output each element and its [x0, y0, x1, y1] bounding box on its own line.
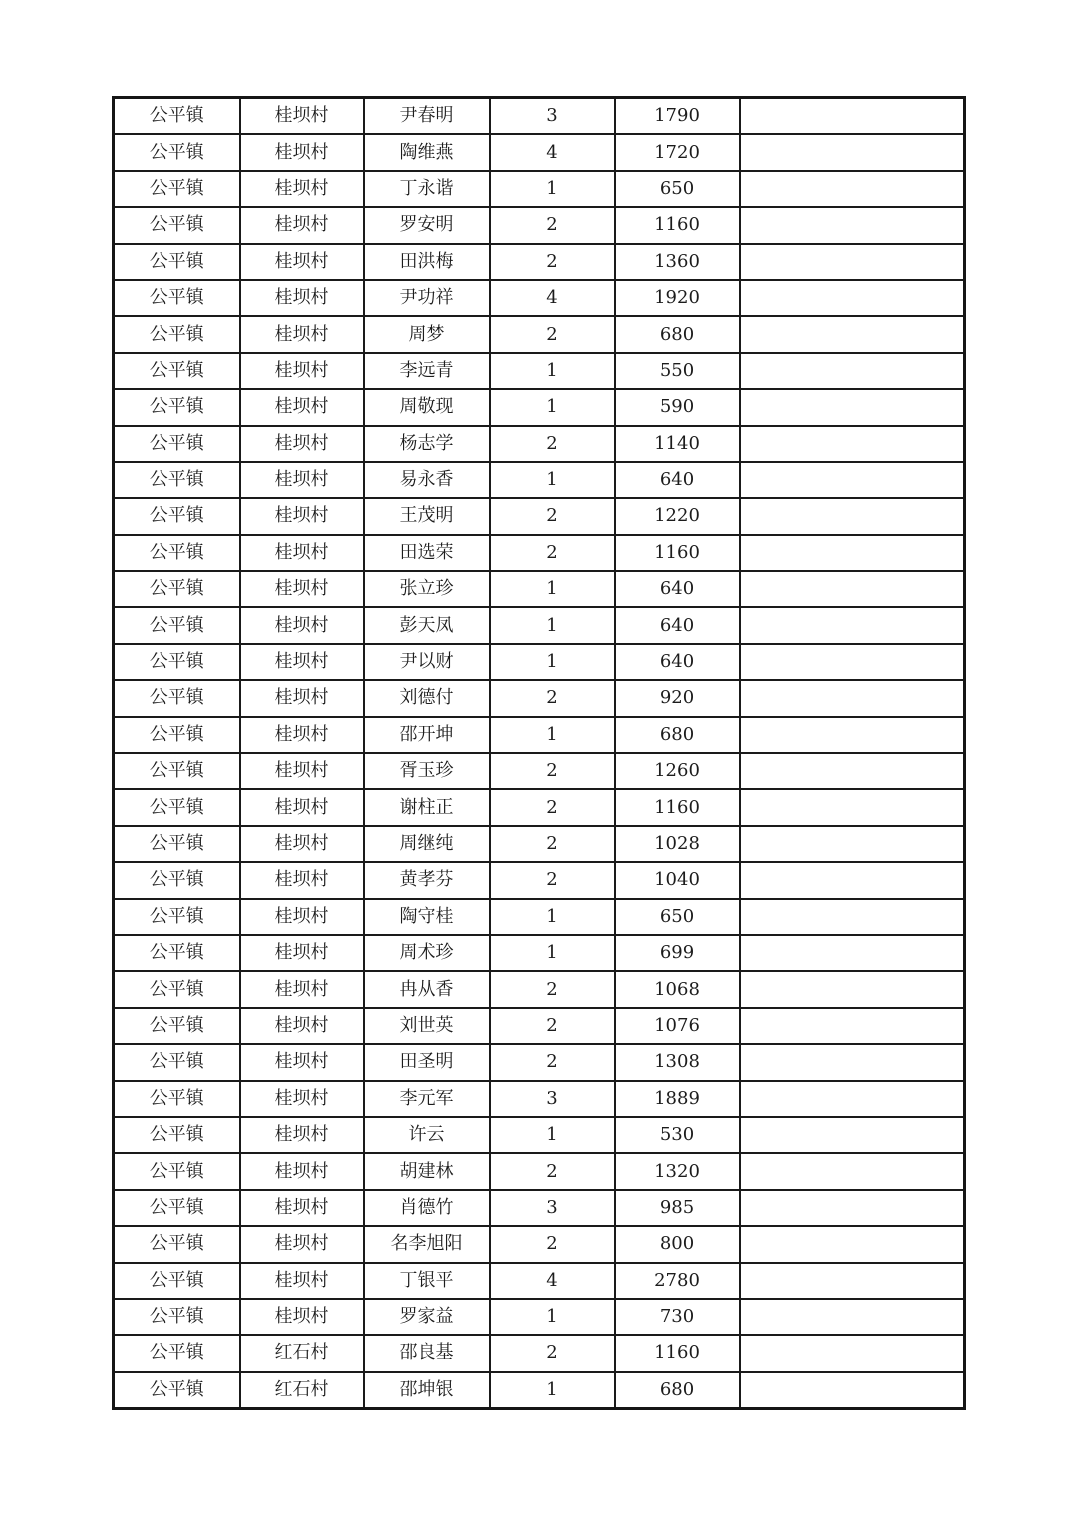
cell-note — [740, 1044, 965, 1080]
cell-name: 许云 — [364, 1117, 490, 1153]
cell-amount: 1028 — [615, 826, 740, 862]
table-row — [114, 644, 965, 680]
cell-count: 4 — [490, 280, 615, 316]
cell-amount: 1160 — [615, 1335, 740, 1371]
cell-note — [740, 244, 965, 280]
cell-amount: 640 — [615, 571, 740, 607]
cell-name: 胡建林 — [364, 1153, 490, 1189]
table-row — [114, 607, 965, 643]
cell-name: 邵良基 — [364, 1335, 490, 1371]
cell-note — [740, 717, 965, 753]
cell-count: 1 — [490, 1372, 615, 1409]
cell-town: 公平镇 — [114, 389, 240, 425]
cell-name: 冉从香 — [364, 971, 490, 1007]
cell-town: 公平镇 — [114, 1263, 240, 1299]
cell-note — [740, 1008, 965, 1044]
cell-note — [740, 1335, 965, 1371]
cell-count: 1 — [490, 717, 615, 753]
cell-name: 邵开坤 — [364, 717, 490, 753]
cell-name: 刘德付 — [364, 680, 490, 716]
cell-village: 桂坝村 — [240, 207, 364, 243]
table-row — [114, 134, 965, 170]
cell-name: 罗家益 — [364, 1299, 490, 1335]
cell-note — [740, 1226, 965, 1262]
cell-town: 公平镇 — [114, 935, 240, 971]
cell-name: 李元军 — [364, 1081, 490, 1117]
cell-note — [740, 680, 965, 716]
cell-count: 1 — [490, 389, 615, 425]
cell-village: 红石村 — [240, 1372, 364, 1409]
cell-town: 公平镇 — [114, 680, 240, 716]
cell-count: 2 — [490, 1008, 615, 1044]
cell-name: 田选荣 — [364, 535, 490, 571]
cell-note — [740, 207, 965, 243]
cell-name: 名李旭阳 — [364, 1226, 490, 1262]
table-row — [114, 244, 965, 280]
cell-amount: 1040 — [615, 862, 740, 898]
table-row — [114, 1117, 965, 1153]
cell-town: 公平镇 — [114, 1190, 240, 1226]
cell-note — [740, 1299, 965, 1335]
cell-amount: 1720 — [615, 134, 740, 170]
cell-count: 2 — [490, 316, 615, 352]
cell-amount: 2780 — [615, 1263, 740, 1299]
cell-name: 谢柱正 — [364, 789, 490, 825]
cell-amount: 650 — [615, 899, 740, 935]
cell-village: 桂坝村 — [240, 1008, 364, 1044]
table-row — [114, 571, 965, 607]
cell-town: 公平镇 — [114, 498, 240, 534]
cell-note — [740, 316, 965, 352]
cell-village: 桂坝村 — [240, 753, 364, 789]
cell-count: 3 — [490, 1081, 615, 1117]
cell-count: 2 — [490, 1226, 615, 1262]
cell-amount: 680 — [615, 717, 740, 753]
cell-town: 公平镇 — [114, 1153, 240, 1189]
cell-town: 公平镇 — [114, 171, 240, 207]
cell-count: 1 — [490, 571, 615, 607]
table-row — [114, 680, 965, 716]
cell-count: 2 — [490, 680, 615, 716]
cell-name: 周继纯 — [364, 826, 490, 862]
cell-name: 陶维燕 — [364, 134, 490, 170]
cell-name: 刘世英 — [364, 1008, 490, 1044]
cell-amount: 640 — [615, 462, 740, 498]
table-row — [114, 1190, 965, 1226]
cell-amount: 920 — [615, 680, 740, 716]
cell-town: 公平镇 — [114, 426, 240, 462]
cell-count: 1 — [490, 1117, 615, 1153]
cell-amount: 1160 — [615, 789, 740, 825]
cell-name: 李远青 — [364, 353, 490, 389]
cell-count: 1 — [490, 644, 615, 680]
cell-amount: 650 — [615, 171, 740, 207]
cell-village: 桂坝村 — [240, 462, 364, 498]
cell-amount: 1260 — [615, 753, 740, 789]
cell-name: 王茂明 — [364, 498, 490, 534]
cell-note — [740, 280, 965, 316]
cell-town: 公平镇 — [114, 644, 240, 680]
cell-village: 桂坝村 — [240, 680, 364, 716]
cell-amount: 1140 — [615, 426, 740, 462]
table-row — [114, 1153, 965, 1189]
cell-note — [740, 353, 965, 389]
cell-village: 桂坝村 — [240, 1044, 364, 1080]
cell-town: 公平镇 — [114, 862, 240, 898]
cell-town: 公平镇 — [114, 244, 240, 280]
cell-name: 陶守桂 — [364, 899, 490, 935]
cell-count: 3 — [490, 1190, 615, 1226]
table-row — [114, 1008, 965, 1044]
cell-village: 桂坝村 — [240, 280, 364, 316]
cell-note — [740, 1081, 965, 1117]
cell-town: 公平镇 — [114, 717, 240, 753]
cell-amount: 640 — [615, 607, 740, 643]
cell-amount: 1889 — [615, 1081, 740, 1117]
cell-name: 尹功祥 — [364, 280, 490, 316]
cell-amount: 985 — [615, 1190, 740, 1226]
cell-note — [740, 971, 965, 1007]
table-row — [114, 1335, 965, 1371]
cell-name: 田圣明 — [364, 1044, 490, 1080]
cell-note — [740, 571, 965, 607]
cell-name: 肖德竹 — [364, 1190, 490, 1226]
cell-village: 桂坝村 — [240, 389, 364, 425]
cell-count: 2 — [490, 1044, 615, 1080]
cell-town: 公平镇 — [114, 316, 240, 352]
cell-amount: 550 — [615, 353, 740, 389]
cell-name: 黄孝芬 — [364, 862, 490, 898]
cell-town: 公平镇 — [114, 207, 240, 243]
cell-name: 丁银平 — [364, 1263, 490, 1299]
cell-town: 公平镇 — [114, 826, 240, 862]
cell-count: 1 — [490, 171, 615, 207]
cell-village: 桂坝村 — [240, 134, 364, 170]
cell-name: 张立珍 — [364, 571, 490, 607]
cell-village: 桂坝村 — [240, 498, 364, 534]
cell-village: 桂坝村 — [240, 1153, 364, 1189]
cell-village: 桂坝村 — [240, 1081, 364, 1117]
cell-note — [740, 753, 965, 789]
cell-village: 桂坝村 — [240, 935, 364, 971]
table-row — [114, 1372, 965, 1409]
cell-village: 桂坝村 — [240, 1299, 364, 1335]
cell-amount: 590 — [615, 389, 740, 425]
cell-count: 2 — [490, 244, 615, 280]
cell-amount: 1790 — [615, 98, 740, 135]
cell-town: 公平镇 — [114, 571, 240, 607]
table-row — [114, 426, 965, 462]
cell-note — [740, 98, 965, 135]
cell-amount: 1920 — [615, 280, 740, 316]
table-row — [114, 753, 965, 789]
cell-village: 桂坝村 — [240, 644, 364, 680]
table-body — [114, 98, 965, 1409]
cell-count: 2 — [490, 1153, 615, 1189]
cell-village: 桂坝村 — [240, 1190, 364, 1226]
table-row — [114, 171, 965, 207]
cell-count: 2 — [490, 789, 615, 825]
cell-town: 公平镇 — [114, 1226, 240, 1262]
cell-note — [740, 899, 965, 935]
table-row — [114, 316, 965, 352]
cell-note — [740, 789, 965, 825]
cell-amount: 1076 — [615, 1008, 740, 1044]
cell-name: 彭天凤 — [364, 607, 490, 643]
cell-name: 周梦 — [364, 316, 490, 352]
cell-amount: 1068 — [615, 971, 740, 1007]
cell-town: 公平镇 — [114, 1335, 240, 1371]
cell-note — [740, 498, 965, 534]
cell-count: 2 — [490, 753, 615, 789]
cell-town: 公平镇 — [114, 607, 240, 643]
cell-village: 桂坝村 — [240, 1226, 364, 1262]
cell-village: 桂坝村 — [240, 717, 364, 753]
cell-name: 杨志学 — [364, 426, 490, 462]
cell-village: 桂坝村 — [240, 353, 364, 389]
cell-amount: 1220 — [615, 498, 740, 534]
cell-amount: 1360 — [615, 244, 740, 280]
cell-amount: 1160 — [615, 535, 740, 571]
cell-town: 公平镇 — [114, 1081, 240, 1117]
cell-note — [740, 462, 965, 498]
cell-amount: 699 — [615, 935, 740, 971]
cell-count: 2 — [490, 535, 615, 571]
cell-count: 2 — [490, 971, 615, 1007]
cell-village: 桂坝村 — [240, 535, 364, 571]
cell-name: 罗安明 — [364, 207, 490, 243]
cell-name: 尹以财 — [364, 644, 490, 680]
cell-count: 2 — [490, 826, 615, 862]
cell-town: 公平镇 — [114, 899, 240, 935]
cell-count: 4 — [490, 1263, 615, 1299]
cell-count: 2 — [490, 862, 615, 898]
cell-village: 桂坝村 — [240, 426, 364, 462]
cell-town: 公平镇 — [114, 971, 240, 1007]
table-row — [114, 1263, 965, 1299]
table-row — [114, 862, 965, 898]
cell-amount: 1160 — [615, 207, 740, 243]
table-row — [114, 1299, 965, 1335]
cell-amount: 1308 — [615, 1044, 740, 1080]
cell-note — [740, 389, 965, 425]
cell-count: 1 — [490, 607, 615, 643]
cell-name: 易永香 — [364, 462, 490, 498]
cell-note — [740, 1372, 965, 1409]
cell-town: 公平镇 — [114, 1117, 240, 1153]
cell-count: 2 — [490, 207, 615, 243]
cell-note — [740, 134, 965, 170]
cell-town: 公平镇 — [114, 753, 240, 789]
cell-note — [740, 935, 965, 971]
payment-table — [112, 96, 966, 1410]
cell-note — [740, 1153, 965, 1189]
cell-village: 桂坝村 — [240, 244, 364, 280]
cell-note — [740, 535, 965, 571]
table-row — [114, 535, 965, 571]
cell-note — [740, 426, 965, 462]
table-row — [114, 353, 965, 389]
cell-village: 桂坝村 — [240, 826, 364, 862]
table-row — [114, 389, 965, 425]
table-row — [114, 462, 965, 498]
cell-village: 桂坝村 — [240, 789, 364, 825]
cell-name: 胥玉珍 — [364, 753, 490, 789]
table-row — [114, 717, 965, 753]
cell-village: 桂坝村 — [240, 316, 364, 352]
cell-village: 红石村 — [240, 1335, 364, 1371]
cell-village: 桂坝村 — [240, 171, 364, 207]
cell-count: 1 — [490, 353, 615, 389]
cell-note — [740, 1263, 965, 1299]
cell-name: 尹春明 — [364, 98, 490, 135]
cell-village: 桂坝村 — [240, 607, 364, 643]
cell-town: 公平镇 — [114, 1372, 240, 1409]
table-row — [114, 98, 965, 135]
cell-village: 桂坝村 — [240, 98, 364, 135]
cell-town: 公平镇 — [114, 280, 240, 316]
cell-amount: 640 — [615, 644, 740, 680]
cell-count: 3 — [490, 98, 615, 135]
cell-count: 2 — [490, 498, 615, 534]
cell-count: 4 — [490, 134, 615, 170]
cell-count: 1 — [490, 899, 615, 935]
cell-town: 公平镇 — [114, 134, 240, 170]
cell-count: 1 — [490, 1299, 615, 1335]
cell-count: 1 — [490, 935, 615, 971]
cell-amount: 530 — [615, 1117, 740, 1153]
table-row — [114, 280, 965, 316]
table-row — [114, 935, 965, 971]
table-row — [114, 971, 965, 1007]
cell-town: 公平镇 — [114, 789, 240, 825]
cell-note — [740, 607, 965, 643]
cell-name: 田洪梅 — [364, 244, 490, 280]
cell-note — [740, 1117, 965, 1153]
cell-note — [740, 171, 965, 207]
cell-town: 公平镇 — [114, 1299, 240, 1335]
cell-note — [740, 826, 965, 862]
cell-town: 公平镇 — [114, 1008, 240, 1044]
cell-amount: 680 — [615, 1372, 740, 1409]
cell-village: 桂坝村 — [240, 899, 364, 935]
cell-town: 公平镇 — [114, 353, 240, 389]
cell-town: 公平镇 — [114, 462, 240, 498]
cell-town: 公平镇 — [114, 1044, 240, 1080]
cell-amount: 800 — [615, 1226, 740, 1262]
table-row — [114, 498, 965, 534]
cell-name: 丁永谐 — [364, 171, 490, 207]
table-row — [114, 899, 965, 935]
cell-village: 桂坝村 — [240, 571, 364, 607]
table-row — [114, 789, 965, 825]
table-row — [114, 1226, 965, 1262]
cell-note — [740, 862, 965, 898]
cell-village: 桂坝村 — [240, 862, 364, 898]
cell-amount: 1320 — [615, 1153, 740, 1189]
cell-name: 邵坤银 — [364, 1372, 490, 1409]
cell-amount: 730 — [615, 1299, 740, 1335]
cell-note — [740, 644, 965, 680]
cell-village: 桂坝村 — [240, 971, 364, 1007]
cell-village: 桂坝村 — [240, 1117, 364, 1153]
table-row — [114, 1044, 965, 1080]
cell-town: 公平镇 — [114, 98, 240, 135]
table-row — [114, 1081, 965, 1117]
cell-count: 2 — [490, 426, 615, 462]
table-row — [114, 826, 965, 862]
cell-note — [740, 1190, 965, 1226]
cell-name: 周敬现 — [364, 389, 490, 425]
cell-name: 周术珍 — [364, 935, 490, 971]
cell-count: 1 — [490, 462, 615, 498]
cell-town: 公平镇 — [114, 535, 240, 571]
cell-amount: 680 — [615, 316, 740, 352]
table-row — [114, 207, 965, 243]
cell-count: 2 — [490, 1335, 615, 1371]
cell-village: 桂坝村 — [240, 1263, 364, 1299]
